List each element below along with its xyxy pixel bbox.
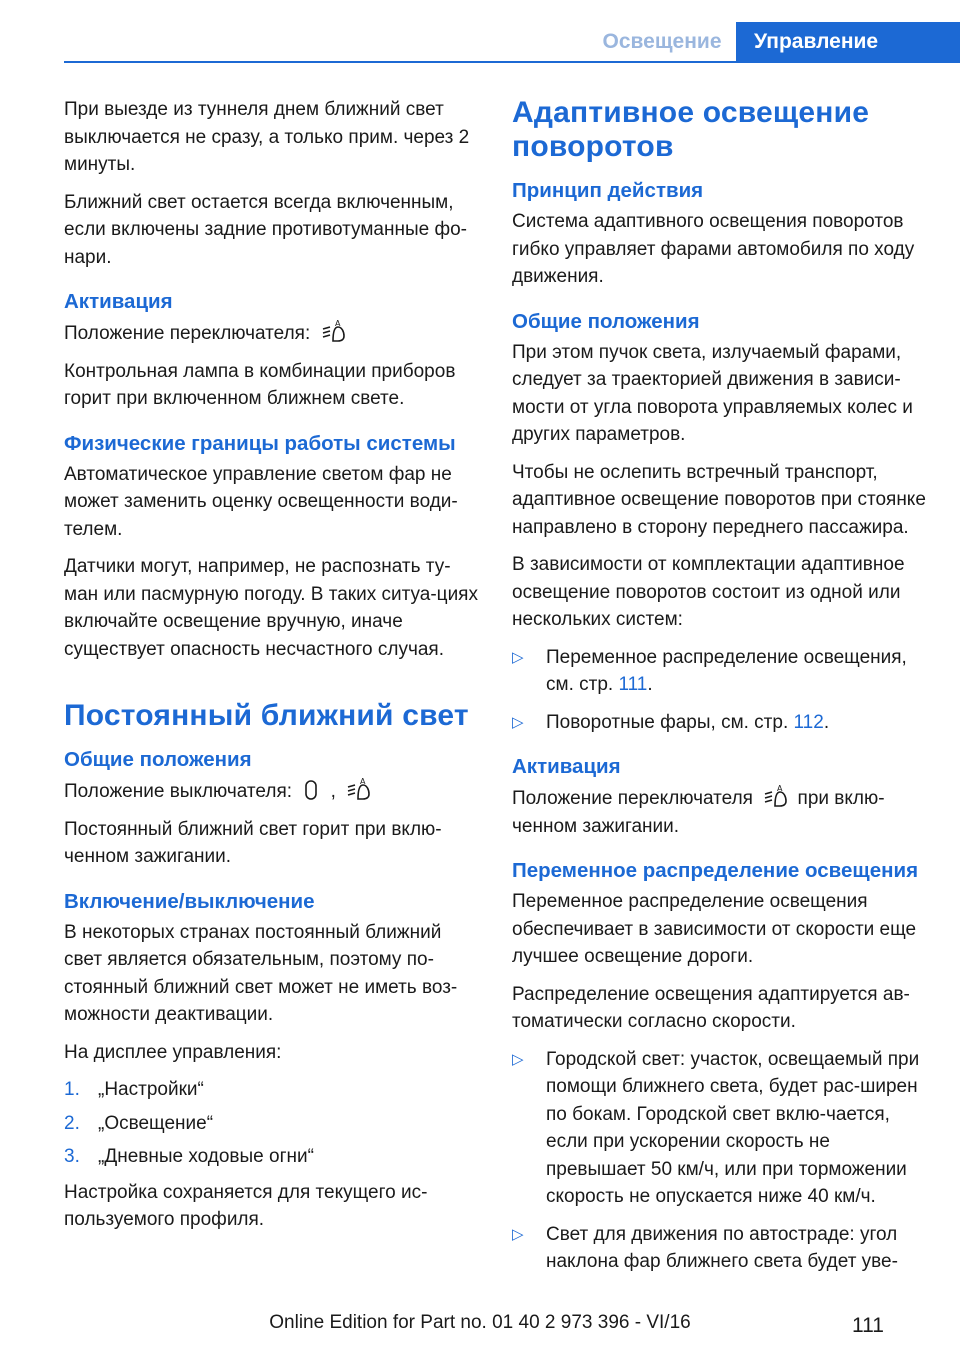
heading-variable-distribution: Переменное распределение освещения (512, 859, 919, 882)
left-column (64, 96, 484, 1244)
paragraph: Контрольная лампа в комбинации приборов горит при включенном ближнем свете. (64, 360, 456, 409)
switch-off-icon (301, 777, 321, 803)
paragraph-switch-position-2 (64, 777, 484, 806)
paragraph-activation (512, 784, 932, 840)
paragraph: Переменное распределение освещения обеспечивает в зависимости от скорости еще лучшее освещение дороги. (512, 891, 917, 967)
triangle-bullet-icon: ▷ (512, 713, 524, 731)
list-item (64, 1143, 484, 1171)
edition-footer: Online Edition for Part no. 01 40 2 973 396 - VI/16 (269, 1312, 691, 1333)
heading-permanent-low-beam: Постоянный ближний свет (64, 699, 469, 732)
paragraph: На дисплее управления: (64, 1041, 282, 1063)
tab-controls[interactable]: Управление (736, 22, 960, 63)
step-number: 2. (64, 1112, 80, 1134)
systems-list (512, 644, 932, 737)
heading-principle: Принцип действия (512, 179, 704, 202)
step-text: „Настройки“ (98, 1079, 204, 1100)
paragraph: Автоматическое управление светом фар не может заменить оценку освещенности води-телем. (64, 463, 458, 540)
list-tail: . (823, 711, 830, 733)
list-tail: . (647, 674, 653, 695)
paragraph: Датчики могут, например, не распознать ту-ман или пасмурную погоду. В таких ситуа-циях включайте освещение вручную, иначе существует опасность несчастного случая. (64, 556, 478, 660)
list-item (512, 1046, 932, 1211)
right-column (512, 96, 932, 1286)
activation-text-b: при вклю-ченном зажигании. (512, 788, 885, 837)
list-item (64, 1110, 484, 1138)
list-text: Городской свет: участок, освещаемый при помощи ближнего света, будет рас-ширен по бокам. Городской свет вклю-чается, если при ускорении скорость не превышает 50 км/ч, или при торможении скорость не опускается ниже 40 км/ч. (546, 1048, 920, 1207)
paragraph-switch-position (64, 319, 484, 348)
list-text: Переменное распределение освещения, см. стр. (546, 646, 907, 695)
modes-list (512, 1046, 932, 1276)
comma: , (330, 781, 336, 802)
paragraph: Распределение освещения адаптируется ав-томатически согласно скорости. (512, 983, 910, 1032)
auto-headlight-icon (320, 319, 346, 345)
heading-general: Общие положения (64, 748, 252, 771)
auto-headlight-icon (762, 784, 788, 810)
paragraph: Система адаптивного освещения поворотов гибко управляет фарами автомобиля по ходу движения. (512, 211, 915, 287)
list-item (512, 709, 932, 737)
step-number: 3. (64, 1146, 80, 1167)
heading-limits: Физические границы работы системы (64, 431, 456, 455)
activation-text-a: Положение переключателя (512, 788, 753, 809)
paragraph: В некоторых странах постоянный ближний свет является обязательным, поэтому по-стоянный ближний свет может не иметь воз-можности деактивации. (64, 921, 458, 1025)
step-text: „Освещение“ (98, 1112, 214, 1134)
switch-position-label: Положение переключателя: (64, 323, 311, 344)
paragraph: В зависимости от комплектации адаптивное освещение поворотов состоит из одной или нескольких систем: (512, 554, 905, 630)
page-link[interactable]: 111 (618, 674, 648, 695)
auto-headlight-icon (345, 777, 371, 803)
heading-adaptive-lighting: Адаптивное освещение поворотов (512, 96, 870, 163)
steps-list (64, 1076, 484, 1171)
list-text: Свет для движения по автостраде: угол наклона фар ближнего света будет уве- (546, 1223, 898, 1272)
paragraph: При этом пучок света, излучаемый фарами, следует за траекторией движения в зависи-мости от угла поворота управляемых колес и других параметров. (512, 341, 913, 445)
list-item (512, 1221, 932, 1276)
page-number: 111 (852, 1314, 884, 1337)
heading-activation: Активация (64, 290, 173, 313)
heading-activation: Активация (512, 755, 621, 778)
list-text: Поворотные фары, см. стр. (546, 711, 789, 733)
step-number: 1. (64, 1079, 80, 1100)
svg-text:A: A (334, 319, 341, 328)
paragraph: Постоянный ближний свет горит при вклю-ченном зажигании. (64, 818, 442, 867)
triangle-bullet-icon: ▷ (512, 1050, 524, 1068)
tab-lighting[interactable]: Освещение (602, 30, 722, 53)
svg-text:A: A (360, 777, 366, 786)
heading-on-off: Включение/выключение (64, 889, 315, 913)
triangle-bullet-icon: ▷ (512, 1225, 524, 1243)
triangle-bullet-icon: ▷ (512, 648, 524, 666)
list-item (512, 644, 932, 699)
paragraph: Чтобы не ослепить встречный транспорт, адаптивное освещение поворотов при стоянке направлено в сторону переднего пассажира. (512, 461, 926, 538)
paragraph: Настройка сохраняется для текущего ис-пользуемого профиля. (64, 1181, 428, 1230)
paragraph: Ближний свет остается всегда включенным, если включены задние противотуманные фо-нари. (64, 191, 467, 268)
step-text: „Дневные ходовые огни“ (98, 1146, 314, 1167)
paragraph: При выезде из туннеля днем ближний свет выключается не сразу, а только прим. через 2 минуты. (64, 99, 470, 175)
heading-general: Общие положения (512, 309, 700, 333)
svg-text:A: A (777, 784, 783, 793)
switch-position-label: Положение выключателя: (64, 781, 293, 802)
list-item (64, 1076, 484, 1104)
page-link[interactable]: 112 (793, 711, 824, 733)
